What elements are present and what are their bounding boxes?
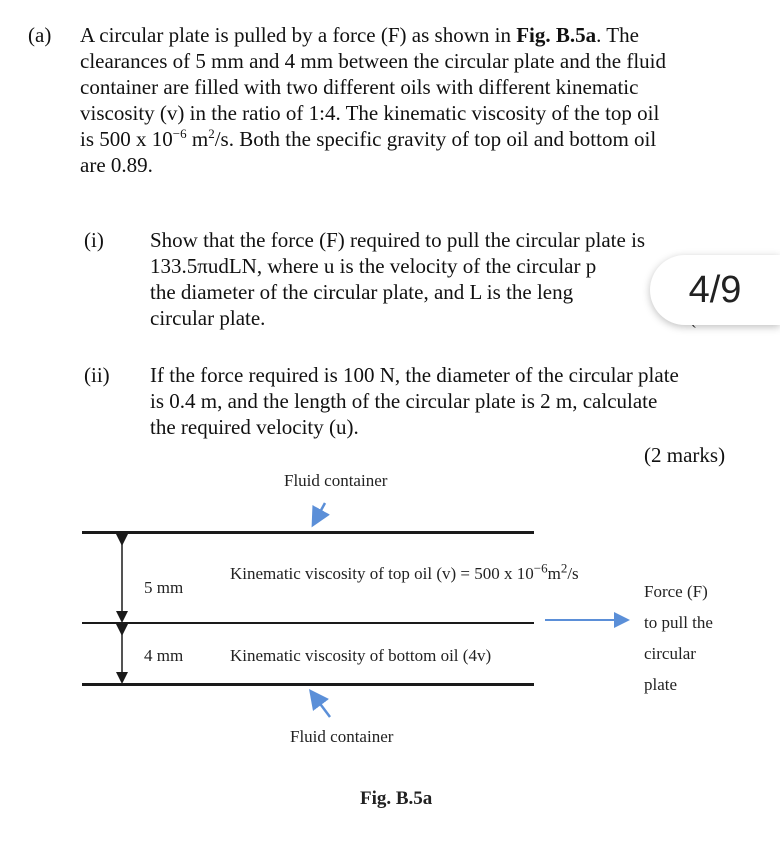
- top-oil-viscosity-label: Kinematic viscosity of top oil (v) = 500 x $10^{-6}m^2/s$: [230, 560, 579, 583]
- intro-line-3: container are filled with two different oils with different kinematic: [80, 75, 639, 99]
- force-label-line-3: circular: [644, 644, 696, 663]
- top-container-label: Fluid container: [284, 471, 388, 490]
- force-label-line-2: to pull the: [644, 613, 713, 632]
- part-ii-line-1: If the force required is 100 N, the diameter of the circular plate: [150, 363, 679, 387]
- top-gap-label: 5 mm: [144, 578, 184, 597]
- intro-line-2: clearances of 5 mm and 4 mm between the circular plate and the fluid: [80, 49, 667, 73]
- top-container-pointer: [314, 503, 325, 523]
- part-ii-label: (ii): [84, 363, 110, 387]
- figure-caption: Fig. B.5a: [360, 788, 433, 809]
- bottom-container-label: Fluid container: [290, 727, 394, 746]
- force-label: [644, 576, 713, 700]
- part-ii-line-2: is 0.4 m, and the length of the circular plate is 2 m, calculate: [150, 389, 658, 413]
- part-i-label: (i): [84, 228, 104, 252]
- question-label: (a): [28, 23, 52, 47]
- force-label-line-4: plate: [644, 675, 678, 694]
- intro-line-1: A circular plate is pulled by a force (F) as shown in Fig. B.5a. The: [80, 23, 639, 47]
- force-label-line-1: Force (F): [644, 582, 708, 601]
- part-ii-marks: (2 marks): [644, 443, 726, 467]
- part-ii-line-3: the required velocity (u).: [150, 415, 359, 439]
- bottom-container-pointer: [312, 693, 330, 717]
- part-i-line-2: 133.5πudLN, where u is the velocity of the circular p: [150, 254, 597, 278]
- part-i-line-3: the diameter of the circular plate, and L is the leng: [150, 280, 574, 304]
- intro-line-4: viscosity (v) in the ratio of 1:4. The kinematic viscosity of the top oil: [80, 101, 660, 125]
- bottom-gap-label: 4 mm: [144, 646, 184, 665]
- intro-line-6: are 0.89.: [80, 153, 153, 177]
- fig-ref: Fig. B.5a: [516, 23, 597, 47]
- part-i-line-4: circular plate.: [150, 306, 266, 330]
- intro-line-5: is 500 x $10^{-6}$ $m^2/s$. Both the specific gravity of top oil and bottom oil: [80, 126, 657, 151]
- bottom-oil-viscosity-label: Kinematic viscosity of bottom oil (4v): [230, 646, 492, 665]
- page-indicator-badge[interactable]: 4/9: [650, 255, 780, 325]
- part-i-line-1: Show that the force (F) required to pull the circular plate is: [150, 228, 646, 252]
